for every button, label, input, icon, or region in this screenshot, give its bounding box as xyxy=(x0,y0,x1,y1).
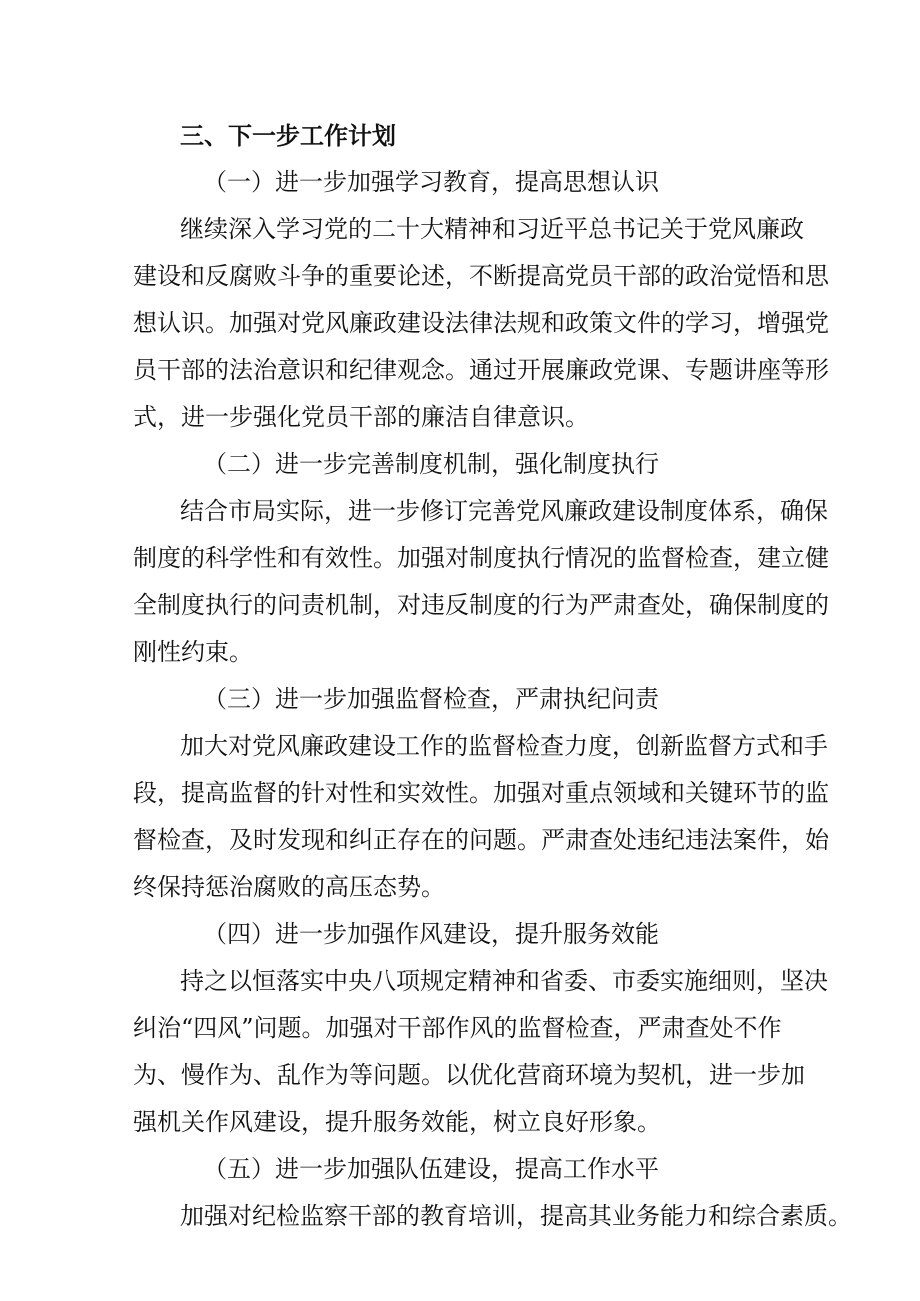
paragraph-line: 刚性约束。 xyxy=(133,638,253,666)
paragraph-line: 持之以恒落实中央八项规定精神和省委、市委实施细则，坚决 xyxy=(180,967,828,995)
paragraph-line: 加强对纪检监察干部的教育培训，提高其业务能力和综合素质。 xyxy=(180,1202,852,1230)
paragraph-line: 制度的科学性和有效性。加强对制度执行情况的监督检查，建立健 xyxy=(133,544,829,572)
subsection-heading-1: （一）进一步加强学习教育，提高思想认识 xyxy=(203,168,659,196)
subsection-heading-2: （二）进一步完善制度机制，强化制度执行 xyxy=(203,450,659,478)
paragraph-line: 终保持惩治腐败的高压态势。 xyxy=(133,873,445,901)
paragraph-line: 段，提高监督的针对性和实效性。加强对重点领域和关键环节的监 xyxy=(133,779,829,807)
paragraph-line: 员干部的法治意识和纪律观念。通过开展廉政党课、专题讲座等形 xyxy=(133,356,829,384)
subsection-heading-3: （三）进一步加强监督检查，严肃执纪问责 xyxy=(203,685,659,713)
paragraph-line: 督检查，及时发现和纠正存在的问题。严肃查处违纪违法案件，始 xyxy=(133,826,829,854)
section-heading: 三、下一步工作计划 xyxy=(180,121,396,150)
paragraph-line: 加大对党风廉政建设工作的监督检查力度，创新监督方式和手 xyxy=(180,732,828,760)
paragraph-line: 想认识。加强对党风廉政建设法律法规和政策文件的学习，增强党 xyxy=(133,309,829,337)
document-body xyxy=(133,112,852,1240)
paragraph-line: 继续深入学习党的二十大精神和习近平总书记关于党风廉政 xyxy=(180,215,804,243)
paragraph-line: 建设和反腐败斗争的重要论述，不断提高党员干部的政治觉悟和思 xyxy=(133,262,829,290)
subsection-heading-4: （四）进一步加强作风建设，提升服务效能 xyxy=(203,920,659,948)
subsection-heading-5: （五）进一步加强队伍建设，提高工作水平 xyxy=(203,1155,659,1183)
paragraph-line: 纠治“四风”问题。加强对干部作风的监督检查，严肃查处不作 xyxy=(133,1014,782,1042)
paragraph-line: 为、慢作为、乱作为等问题。以优化营商环境为契机，进一步加 xyxy=(133,1061,805,1089)
paragraph-line: 式，进一步强化党员干部的廉洁自律意识。 xyxy=(133,403,589,431)
paragraph-line: 全制度执行的问责机制，对违反制度的行为严肃查处，确保制度的 xyxy=(133,591,829,619)
paragraph-line: 结合市局实际，进一步修订完善党风廉政建设制度体系，确保 xyxy=(180,497,828,525)
paragraph-line: 强机关作风建设，提升服务效能，树立良好形象。 xyxy=(133,1108,661,1136)
